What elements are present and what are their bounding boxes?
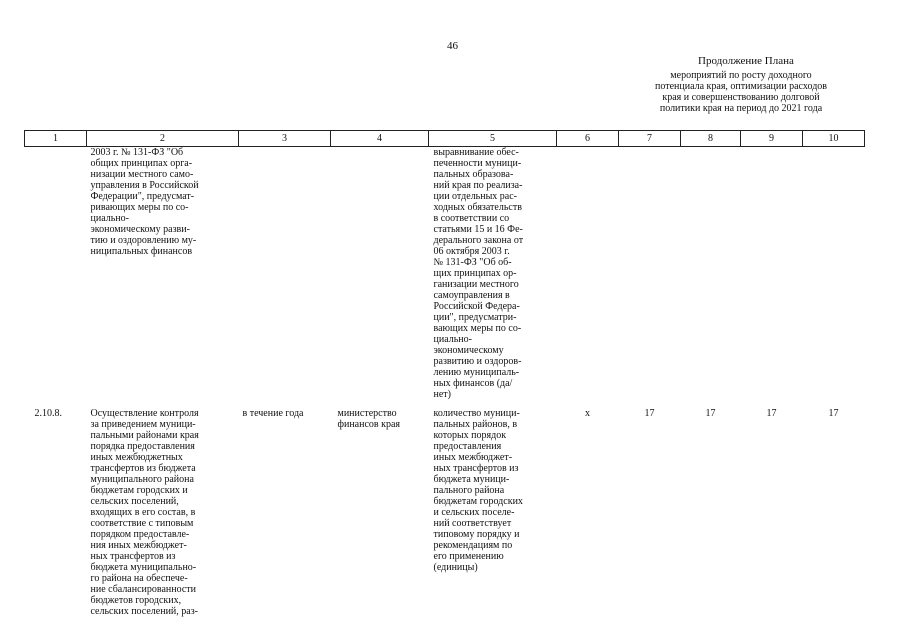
text-line: общих принципах орга- — [90, 158, 193, 169]
text-line: (единицы) — [433, 562, 478, 573]
text-line: ний соответствует — [433, 518, 512, 529]
header-col-10: 10 — [803, 131, 865, 147]
text-line: пальных районов, в — [433, 419, 518, 430]
text-line: порядка предоставления — [90, 441, 195, 452]
text-line: развитию и оздоров- — [433, 356, 522, 367]
text-line: муниципального района — [90, 474, 194, 485]
text-line: за приведением муници- — [90, 419, 196, 430]
text-line: сельских поселений, — [90, 496, 179, 507]
cell-responsible — [331, 147, 429, 401]
text-line: щих принципах ор- — [433, 268, 517, 279]
text-line: статьями 15 и 16 Фе- — [433, 224, 523, 235]
text-line: порядком предоставле- — [90, 529, 190, 540]
page-number: 46 — [447, 40, 458, 52]
cell-y3 — [741, 147, 803, 401]
header-col-1: 1 — [25, 131, 87, 147]
subtitle-line: потенциала края, оптимизации расходов — [654, 81, 828, 92]
text-line: самоуправления в — [433, 290, 510, 301]
text-line: ных финансов (да/ — [433, 378, 513, 389]
text-line: ных трансфертов из — [433, 463, 519, 474]
cell-term: в течение года — [242, 408, 304, 419]
text-line: циально- — [90, 213, 129, 224]
cell-y2 — [681, 147, 741, 401]
header-col-8: 8 — [681, 131, 741, 147]
text-line: выравнивание обес- — [433, 147, 519, 158]
text-line: ний края по реализа- — [433, 180, 523, 191]
cell-term — [239, 147, 331, 401]
text-line: Федерации", предусмат- — [90, 191, 195, 202]
text-line: ных трансфертов из — [90, 551, 176, 562]
cell-year3-value: 17 — [766, 408, 777, 419]
subtitle-line: края и совершенствованию долговой — [662, 92, 820, 103]
text-line: бюджета муниципально- — [90, 562, 197, 573]
text-line: ния иных межбюджет- — [90, 540, 187, 551]
header-col-7: 7 — [619, 131, 681, 147]
text-line: которых порядок — [433, 430, 507, 441]
text-line: иных межбюджетных — [90, 452, 183, 463]
text-line: типовому порядку и — [433, 529, 520, 540]
text-line: сельских поселений, раз- — [90, 606, 198, 617]
text-line: пальных образова- — [433, 169, 514, 180]
text-line: бюджетам городских и — [90, 485, 188, 496]
text-line: министерство — [337, 408, 397, 419]
cell-y4 — [803, 147, 865, 401]
cell-num: 2.10.8. — [34, 408, 62, 419]
subtitle-line: мероприятий по росту доходного — [670, 70, 812, 81]
text-line: ходных обязательств — [433, 202, 522, 213]
text-line: и сельских поселе- — [433, 507, 515, 518]
cell-indicator-continued — [429, 147, 557, 401]
text-line: экономическому — [433, 345, 504, 356]
text-line: количество муници- — [433, 408, 520, 419]
text-line: трансфертов из бюджета — [90, 463, 196, 474]
text-line: в соответствии со — [433, 213, 510, 224]
header-col-9: 9 — [741, 131, 803, 147]
cell-num — [25, 147, 87, 401]
header-col-4: 4 — [331, 131, 429, 147]
header-col-2: 2 — [87, 131, 239, 147]
cell-responsible — [331, 400, 429, 617]
cell-measure — [87, 400, 239, 617]
plan-subtitle — [612, 70, 870, 114]
text-line: дерального закона от — [433, 235, 524, 246]
table-row-2-10-8 — [25, 400, 865, 617]
text-line: бюджетов городских, — [90, 595, 182, 606]
text-line: печенности муници- — [433, 158, 522, 169]
text-line: пального района — [433, 485, 505, 496]
cell-year2-value: 17 — [705, 408, 716, 419]
continuation-title: Продолжение Плана — [698, 55, 794, 67]
text-line: рекомендациям по — [433, 540, 513, 551]
text-line: ции", предусматри- — [433, 312, 517, 323]
cell-year4-value: 17 — [828, 408, 839, 419]
header-col-6: 6 — [557, 131, 619, 147]
text-line: ривающих меры по со- — [90, 202, 189, 213]
cell-y1 — [619, 147, 681, 401]
text-line: бюджета муници- — [433, 474, 510, 485]
header-row — [25, 131, 865, 147]
table-row-continued — [25, 147, 865, 401]
subtitle-line: политики края на период до 2021 года — [659, 103, 823, 114]
text-line: входящих в его состав, в — [90, 507, 196, 518]
plan-table — [24, 130, 865, 617]
text-line: нет) — [433, 389, 451, 400]
text-line: № 131-ФЗ "Об об- — [433, 257, 512, 268]
header-col-3: 3 — [239, 131, 331, 147]
text-line: 2003 г. № 131-ФЗ "Об — [90, 147, 184, 158]
text-line: финансов края — [337, 419, 401, 430]
text-line: вающих меры по со- — [433, 323, 522, 334]
text-line: пальными районами края — [90, 430, 199, 441]
text-line: ниципальных финансов — [90, 246, 193, 257]
header-col-5: 5 — [429, 131, 557, 147]
text-line: ции отдельных рас- — [433, 191, 518, 202]
text-line: бюджетам городских — [433, 496, 523, 507]
text-line: 06 октября 2003 г. — [433, 246, 510, 257]
cell-year1-value: 17 — [644, 408, 655, 419]
text-line: лению муниципаль- — [433, 367, 520, 378]
text-line: иных межбюджет- — [433, 452, 513, 463]
text-line: Российской Федера- — [433, 301, 520, 312]
text-line: циально- — [433, 334, 472, 345]
text-line: тию и оздоровлению му- — [90, 235, 197, 246]
cell-base — [557, 147, 619, 401]
text-line: экономическому разви- — [90, 224, 190, 235]
text-line: предоставления — [433, 441, 502, 452]
text-line: соответствие с типовым — [90, 518, 194, 529]
cell-measure-continued — [87, 147, 239, 401]
cell-base-value: х — [585, 408, 590, 419]
text-line: управления в Российской — [90, 180, 199, 191]
text-line: го района на обеспече- — [90, 573, 188, 584]
text-line: ние сбалансированности — [90, 584, 197, 595]
text-line: ганизации местного — [433, 279, 519, 290]
text-line: его применению — [433, 551, 504, 562]
text-line: Осуществление контроля — [90, 408, 199, 419]
cell-indicator — [429, 400, 557, 617]
text-line: низации местного само- — [90, 169, 194, 180]
